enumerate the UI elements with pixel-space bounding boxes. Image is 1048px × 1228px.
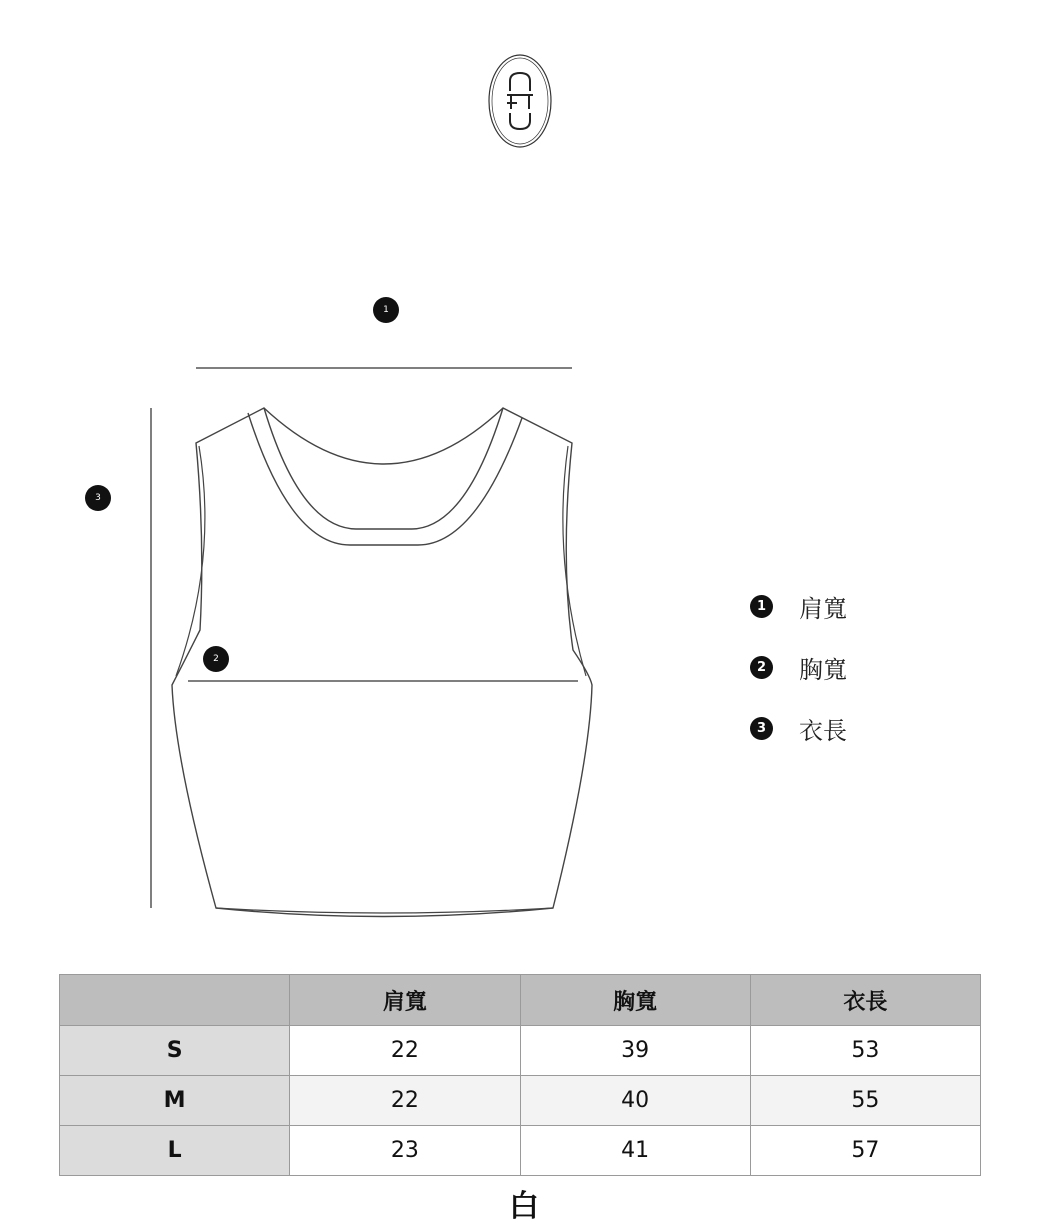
table-header-row (60, 975, 981, 1026)
length-badge: 3 (85, 485, 111, 511)
legend-item-length (750, 698, 847, 759)
size-cell: M (60, 1076, 290, 1126)
size-cell: S (60, 1026, 290, 1076)
value-cell: 53 (750, 1026, 980, 1076)
value-cell: 23 (290, 1126, 520, 1176)
garment-outline (172, 408, 592, 917)
legend-label: 肩寬 (799, 595, 847, 623)
header-cell: 衣長 (750, 975, 980, 1026)
measurement-legend (750, 576, 847, 759)
legend-label: 衣長 (799, 717, 847, 745)
size-chart-table (59, 974, 981, 1176)
legend-number: 2 (750, 656, 773, 679)
legend-number: 1 (750, 595, 773, 618)
legend-number: 3 (750, 717, 773, 740)
value-cell: 40 (520, 1076, 750, 1126)
legend-item-chest (750, 637, 847, 698)
value-cell: 22 (290, 1076, 520, 1126)
value-cell: 39 (520, 1026, 750, 1076)
legend-label: 胸寬 (799, 656, 847, 684)
legend-item-shoulder (750, 576, 847, 637)
header-cell: 胸寬 (520, 975, 750, 1026)
size-cell: L (60, 1126, 290, 1176)
table-row (60, 1126, 981, 1176)
color-label: 白 (509, 1189, 539, 1224)
chest-badge: 2 (203, 646, 229, 672)
header-cell (60, 975, 290, 1026)
value-cell: 57 (750, 1126, 980, 1176)
header-cell: 肩寬 (290, 975, 520, 1026)
shoulder-badge: 1 (373, 297, 399, 323)
value-cell: 22 (290, 1026, 520, 1076)
table-row (60, 1076, 981, 1126)
value-cell: 41 (520, 1126, 750, 1176)
table-row (60, 1026, 981, 1076)
value-cell: 55 (750, 1076, 980, 1126)
